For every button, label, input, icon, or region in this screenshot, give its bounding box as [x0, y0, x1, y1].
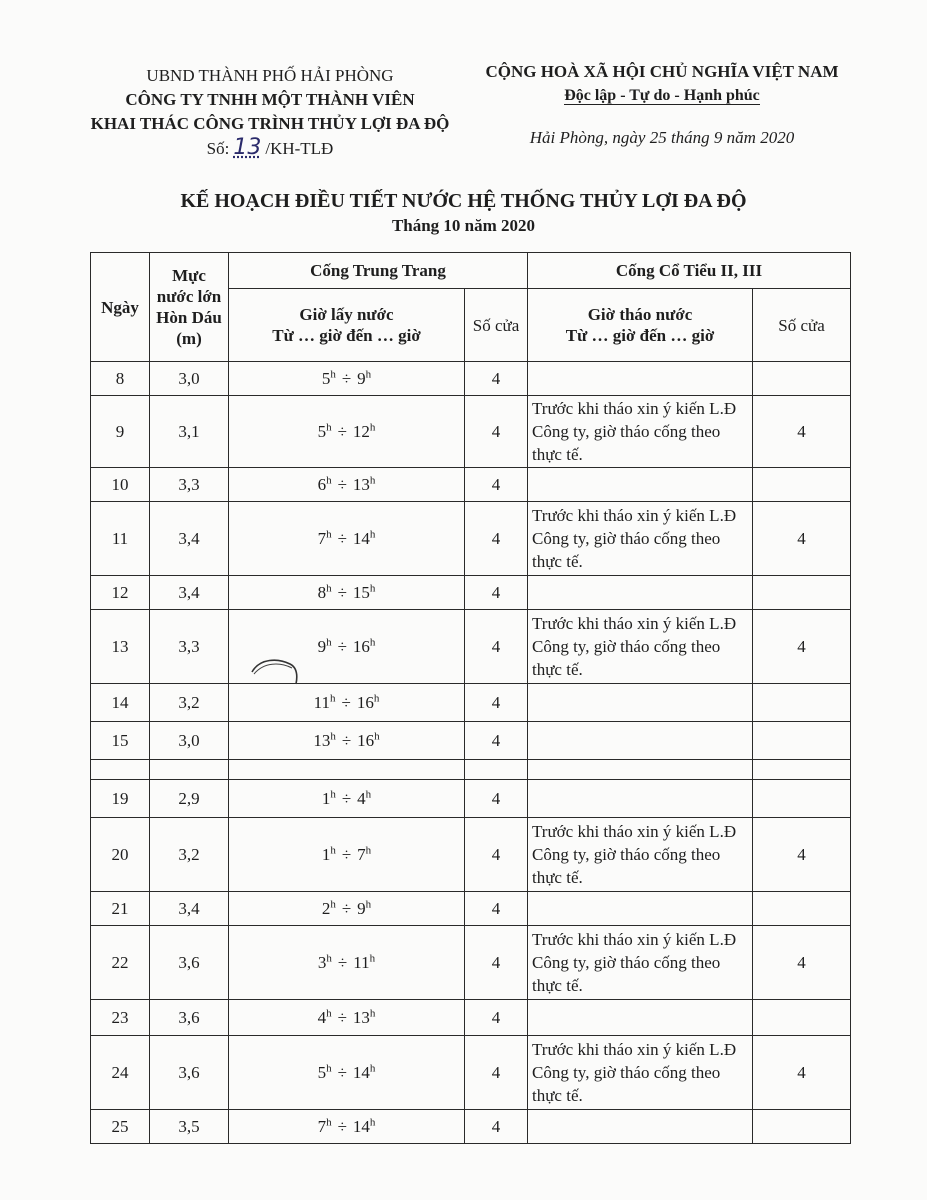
table-row — [91, 502, 851, 576]
issuer-block — [70, 64, 470, 161]
time-to: 16 — [352, 636, 370, 656]
cell-intake-time — [229, 502, 465, 576]
cell-release-note — [528, 760, 753, 780]
hour-mark: h — [369, 420, 376, 433]
time-from: 6 — [317, 474, 327, 494]
header-day: Ngày — [91, 253, 150, 362]
cell-release-note — [528, 468, 753, 502]
time-from: 1 — [321, 788, 331, 808]
time-from: 5 — [317, 421, 327, 441]
hour-mark: h — [326, 635, 332, 648]
cell-intake-time — [229, 362, 465, 396]
cell-release-gates: 4 — [753, 396, 851, 468]
cell-release-note — [528, 576, 753, 610]
hour-mark: h — [326, 1061, 332, 1074]
cell-intake-gates: 4 — [465, 722, 528, 760]
national-title: CỘNG HOÀ XÃ HỘI CHỦ NGHĨA VIỆT NAM — [485, 62, 839, 81]
hour-mark: h — [369, 527, 376, 540]
header-intake-time-sub: Từ … giờ đến … giờ — [272, 326, 421, 345]
range-sign: ÷ — [337, 1116, 347, 1136]
cell-water-level: 3,3 — [150, 468, 229, 502]
hour-mark: h — [365, 367, 372, 380]
hour-mark: h — [369, 581, 376, 594]
table-row — [91, 1000, 851, 1036]
cell-water-level — [150, 760, 229, 780]
document-date: Hải Phòng, ngày 25 tháng 9 năm 2020 — [529, 128, 795, 147]
cell-intake-gates: 4 — [465, 780, 528, 818]
cell-day: 12 — [91, 576, 150, 610]
header-release-time-label: Giờ tháo nước — [587, 305, 693, 324]
cell-release-note: Trước khi tháo xin ý kiến L.Đ Công ty, giờ tháo cống theo thực tế. — [528, 1036, 753, 1110]
cell-intake-gates: 4 — [465, 926, 528, 1000]
cell-intake-gates: 4 — [465, 818, 528, 892]
time-from: 7 — [317, 1116, 327, 1136]
cell-release-gates — [753, 760, 851, 780]
schedule-table — [90, 252, 851, 1144]
hour-mark: h — [326, 581, 332, 594]
document-number-suffix: /KH-TLĐ — [265, 139, 334, 158]
table-row — [91, 396, 851, 468]
cell-release-note — [528, 892, 753, 926]
time-from: 4 — [317, 1007, 327, 1027]
hour-mark: h — [326, 1006, 332, 1019]
range-sign: ÷ — [337, 1007, 347, 1027]
cell-intake-gates — [465, 760, 528, 780]
cell-intake-time — [229, 892, 465, 926]
cell-water-level: 3,0 — [150, 362, 229, 396]
document-number — [70, 136, 470, 161]
hour-mark: h — [369, 951, 376, 964]
document-title: KẾ HOẠCH ĐIỀU TIẾT NƯỚC HỆ THỐNG THỦY LỢI ĐA ĐỘ — [180, 190, 747, 212]
header-release-time — [528, 289, 753, 362]
issuer-city: UBND THÀNH PHỐ HẢI PHÒNG — [146, 66, 394, 85]
time-to: 11 — [353, 952, 370, 972]
cell-intake-gates: 4 — [465, 576, 528, 610]
cell-intake-time — [229, 818, 465, 892]
time-to: 7 — [357, 844, 366, 864]
range-sign: ÷ — [341, 692, 351, 712]
cell-day: 10 — [91, 468, 150, 502]
hour-mark: h — [326, 420, 332, 433]
cell-day: 24 — [91, 1036, 150, 1110]
time-to: 16 — [357, 730, 375, 750]
cell-intake-gates: 4 — [465, 396, 528, 468]
cell-intake-gates: 4 — [465, 468, 528, 502]
cell-intake-time — [229, 396, 465, 468]
cell-intake-time — [229, 926, 465, 1000]
range-sign: ÷ — [337, 528, 347, 548]
range-sign: ÷ — [337, 474, 347, 494]
cell-day: 19 — [91, 780, 150, 818]
cell-release-gates — [753, 722, 851, 760]
cell-release-note: Trước khi tháo xin ý kiến L.Đ Công ty, giờ tháo cống theo thực tế. — [528, 396, 753, 468]
time-to: 15 — [352, 582, 370, 602]
header-intake-time-label: Giờ lấy nước — [299, 305, 394, 324]
issuer-company-detail: KHAI THÁC CÔNG TRÌNH THỦY LỢI ĐA ĐỘ — [90, 114, 450, 133]
time-from: 7 — [317, 528, 327, 548]
cell-release-gates — [753, 576, 851, 610]
cell-day: 21 — [91, 892, 150, 926]
hour-mark: h — [369, 1115, 376, 1128]
time-to: 13 — [352, 1007, 370, 1027]
cell-water-level: 3,6 — [150, 1036, 229, 1110]
cell-day: 11 — [91, 502, 150, 576]
header-release-time-sub: Từ … giờ đến … giờ — [565, 326, 715, 345]
table-row — [91, 892, 851, 926]
range-sign: ÷ — [337, 582, 347, 602]
time-to: 14 — [352, 1116, 370, 1136]
cell-day: 13 — [91, 610, 150, 684]
cell-release-note — [528, 684, 753, 722]
table-row — [91, 780, 851, 818]
cell-release-note: Trước khi tháo xin ý kiến L.Đ Công ty, giờ tháo cống theo thực tế. — [528, 818, 753, 892]
table-row — [91, 818, 851, 892]
time-from: 2 — [321, 898, 331, 918]
cell-release-gates — [753, 362, 851, 396]
cell-release-gates: 4 — [753, 818, 851, 892]
cell-water-level: 3,3 — [150, 610, 229, 684]
cell-intake-time — [229, 576, 465, 610]
cell-release-gates: 4 — [753, 1036, 851, 1110]
time-to: 13 — [352, 474, 370, 494]
hour-mark: h — [365, 843, 372, 856]
range-sign: ÷ — [337, 636, 347, 656]
time-from: 3 — [317, 952, 327, 972]
hour-mark: h — [330, 367, 336, 380]
time-from: 8 — [317, 582, 327, 602]
hour-mark: h — [369, 635, 376, 648]
time-to: 12 — [352, 421, 370, 441]
hour-mark: h — [326, 527, 332, 540]
document-subtitle: Tháng 10 năm 2020 — [391, 216, 536, 235]
time-from: 9 — [317, 636, 327, 656]
range-sign: ÷ — [341, 844, 352, 864]
header-co-tieu: Cống Cổ Tiểu II, III — [528, 253, 851, 289]
cell-water-level: 3,4 — [150, 576, 229, 610]
hour-mark: h — [369, 1006, 376, 1019]
range-sign: ÷ — [337, 952, 348, 972]
header-intake-gates: Số cửa — [465, 289, 528, 362]
cell-release-note: Trước khi tháo xin ý kiến L.Đ Công ty, giờ tháo cống theo thực tế. — [528, 610, 753, 684]
cell-release-note — [528, 1110, 753, 1144]
table-row — [91, 576, 851, 610]
schedule-body — [91, 362, 851, 1144]
hour-mark: h — [373, 691, 380, 704]
cell-day: 25 — [91, 1110, 150, 1144]
cell-day: 22 — [91, 926, 150, 1000]
cell-release-note: Trước khi tháo xin ý kiến L.Đ Công ty, giờ tháo cống theo thực tế. — [528, 502, 753, 576]
cell-intake-gates: 4 — [465, 1110, 528, 1144]
hour-mark: h — [326, 473, 332, 486]
time-to: 9 — [357, 368, 366, 388]
table-row — [91, 362, 851, 396]
time-from: 1 — [321, 844, 331, 864]
cell-intake-time — [229, 1000, 465, 1036]
hour-mark: h — [330, 787, 336, 800]
table-row — [91, 684, 851, 722]
hour-mark: h — [330, 691, 336, 704]
header-release-gates: Số cửa — [753, 289, 851, 362]
cell-release-gates: 4 — [753, 502, 851, 576]
cell-intake-time — [229, 1036, 465, 1110]
cell-release-note — [528, 780, 753, 818]
time-from: 5 — [317, 1062, 327, 1082]
cell-day: 8 — [91, 362, 150, 396]
time-to: 14 — [352, 1062, 370, 1082]
hour-mark: h — [326, 1115, 332, 1128]
cell-intake-time — [229, 1110, 465, 1144]
cell-release-gates — [753, 1110, 851, 1144]
hour-mark: h — [330, 897, 336, 910]
time-from: 13 — [313, 730, 331, 750]
table-row — [91, 1036, 851, 1110]
cell-intake-time — [229, 468, 465, 502]
cell-release-gates: 4 — [753, 926, 851, 1000]
range-sign: ÷ — [341, 368, 352, 388]
time-to: 9 — [357, 898, 366, 918]
document-number-label: Số: — [206, 139, 230, 158]
hour-mark: h — [330, 729, 336, 742]
cell-intake-time — [229, 722, 465, 760]
cell-intake-gates: 4 — [465, 1000, 528, 1036]
cell-release-note — [528, 362, 753, 396]
cell-intake-time — [229, 780, 465, 818]
issuer-company: CÔNG TY TNHH MỘT THÀNH VIÊN — [125, 90, 415, 109]
header-water-level: Mực nước lớn Hòn Dáu (m) — [150, 253, 229, 362]
cell-release-gates — [753, 892, 851, 926]
range-sign: ÷ — [337, 1062, 347, 1082]
time-to: 4 — [357, 788, 366, 808]
cell-day — [91, 760, 150, 780]
cell-intake-gates: 4 — [465, 362, 528, 396]
cell-water-level: 3,6 — [150, 1000, 229, 1036]
cell-day: 9 — [91, 396, 150, 468]
hour-mark: h — [369, 473, 376, 486]
cell-intake-gates: 4 — [465, 502, 528, 576]
hour-mark: h — [365, 787, 372, 800]
hour-mark: h — [374, 729, 380, 742]
hour-mark: h — [326, 951, 332, 964]
table-row — [91, 1110, 851, 1144]
range-sign: ÷ — [337, 421, 347, 441]
cell-day: 20 — [91, 818, 150, 892]
cell-release-gates — [753, 684, 851, 722]
range-sign: ÷ — [341, 898, 352, 918]
cell-water-level: 3,1 — [150, 396, 229, 468]
cell-intake-gates: 4 — [465, 684, 528, 722]
document-number-value: 13 — [233, 135, 262, 160]
hour-mark: h — [369, 1061, 376, 1074]
cell-day: 23 — [91, 1000, 150, 1036]
cell-release-note — [528, 1000, 753, 1036]
time-from: 11 — [313, 692, 331, 712]
cell-water-level: 3,2 — [150, 684, 229, 722]
range-sign: ÷ — [341, 788, 352, 808]
cell-water-level: 3,0 — [150, 722, 229, 760]
cell-water-level: 3,4 — [150, 502, 229, 576]
cell-release-note — [528, 722, 753, 760]
cell-day: 14 — [91, 684, 150, 722]
time-to: 16 — [356, 692, 374, 712]
cell-intake-time — [229, 760, 465, 780]
time-from: 5 — [321, 368, 331, 388]
national-header — [462, 60, 862, 148]
hour-mark: h — [330, 843, 336, 856]
table-row — [91, 722, 851, 760]
national-motto: Độc lập - Tự do - Hạnh phúc — [564, 87, 760, 104]
hour-mark: h — [365, 897, 372, 910]
cell-release-note: Trước khi tháo xin ý kiến L.Đ Công ty, giờ tháo cống theo thực tế. — [528, 926, 753, 1000]
table-row — [91, 760, 851, 780]
table-row — [91, 610, 851, 684]
cell-release-gates — [753, 1000, 851, 1036]
cell-day: 15 — [91, 722, 150, 760]
cell-water-level: 2,9 — [150, 780, 229, 818]
cell-water-level: 3,6 — [150, 926, 229, 1000]
cell-intake-gates: 4 — [465, 892, 528, 926]
cell-water-level: 3,5 — [150, 1110, 229, 1144]
cell-release-gates: 4 — [753, 610, 851, 684]
table-row — [91, 468, 851, 502]
time-to: 14 — [352, 528, 370, 548]
cell-intake-gates: 4 — [465, 1036, 528, 1110]
table-row — [91, 926, 851, 1000]
header-intake-time — [229, 289, 465, 362]
range-sign: ÷ — [341, 730, 352, 750]
cell-release-gates — [753, 780, 851, 818]
cell-release-gates — [753, 468, 851, 502]
header-trung-trang: Cống Trung Trang — [229, 253, 528, 289]
cell-intake-gates: 4 — [465, 610, 528, 684]
cell-water-level: 3,2 — [150, 818, 229, 892]
handwritten-mark — [248, 650, 308, 690]
cell-water-level: 3,4 — [150, 892, 229, 926]
